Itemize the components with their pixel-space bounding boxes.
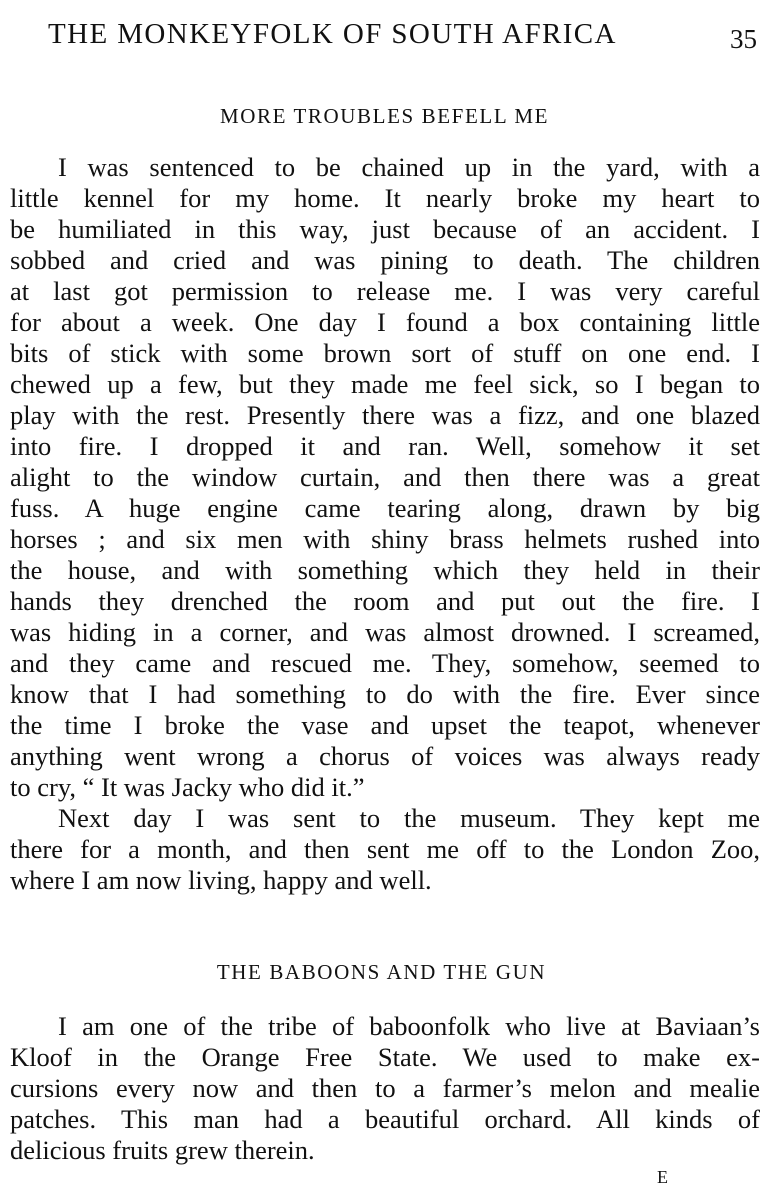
text-line: I am one of the tribe of baboonfolk who live at Baviaan’s [58, 1011, 760, 1041]
text-line: for about a week. One day I found a box containing little [10, 307, 760, 337]
signature-mark: E [657, 1167, 669, 1187]
section-title: THE BABOONS AND THE GUN [216, 960, 547, 984]
text-line: play with the rest. Presently there was a fizz, and one blazed [10, 400, 760, 430]
page-number: 35 [730, 24, 757, 54]
text-line: anything went wrong a chorus of voices was always ready [10, 741, 760, 771]
text-line: little kennel for my home. It nearly broke my heart to [10, 183, 760, 213]
section-body [10, 1011, 760, 1166]
text-line: delicious fruits grew therein. [10, 1135, 315, 1165]
section-body [10, 152, 760, 896]
text-line: chewed up a few, but they made me feel sick, so I began to [10, 369, 760, 399]
text-line: be humiliated in this way, just because of an accident. I [10, 214, 760, 244]
running-head-title: THE MONKEYFOLK OF SOUTH AFRICA [48, 18, 617, 50]
text-line: the time I broke the vase and upset the teapot, whenever [10, 710, 760, 740]
text-line: the house, and with something which they held in their [10, 555, 760, 585]
text-line: I was sentenced to be chained up in the yard, with a [58, 152, 760, 182]
text-line: into fire. I dropped it and ran. Well, somehow it set [10, 431, 760, 461]
text-line: fuss. A huge engine came tearing along, drawn by big [10, 493, 760, 523]
text-line: Next day I was sent to the museum. They kept me [58, 803, 760, 833]
text-line: and they came and rescued me. They, somehow, seemed to [10, 648, 760, 678]
text-line: cursions every now and then to a farmer’s melon and mealie [10, 1073, 760, 1103]
section-title: MORE TROUBLES BEFELL ME [219, 104, 550, 128]
text-line: there for a month, and then sent me off to the London Zoo, [10, 834, 760, 864]
text-line: horses ; and six men with shiny brass helmets rushed into [10, 524, 760, 554]
text-line: where I am now living, happy and well. [10, 865, 432, 895]
text-line: know that I had something to do with the fire. Ever since [10, 679, 760, 709]
text-line: to cry, “ It was Jacky who did it.” [10, 772, 365, 802]
text-line: sobbed and cried and was pining to death. The children [10, 245, 760, 275]
text-line: was hiding in a corner, and was almost drowned. I screamed, [10, 617, 760, 647]
text-line: alight to the window curtain, and then there was a great [10, 462, 760, 492]
text-line: bits of stick with some brown sort of stuff on one end. I [10, 338, 760, 368]
text-line: hands they drenched the room and put out the fire. I [10, 586, 760, 616]
text-line: at last got permission to release me. I was very careful [10, 276, 760, 306]
text-line: patches. This man had a beautiful orchard. All kinds of [10, 1104, 760, 1134]
text-line: Kloof in the Orange Free State. We used to make ex- [10, 1042, 760, 1072]
